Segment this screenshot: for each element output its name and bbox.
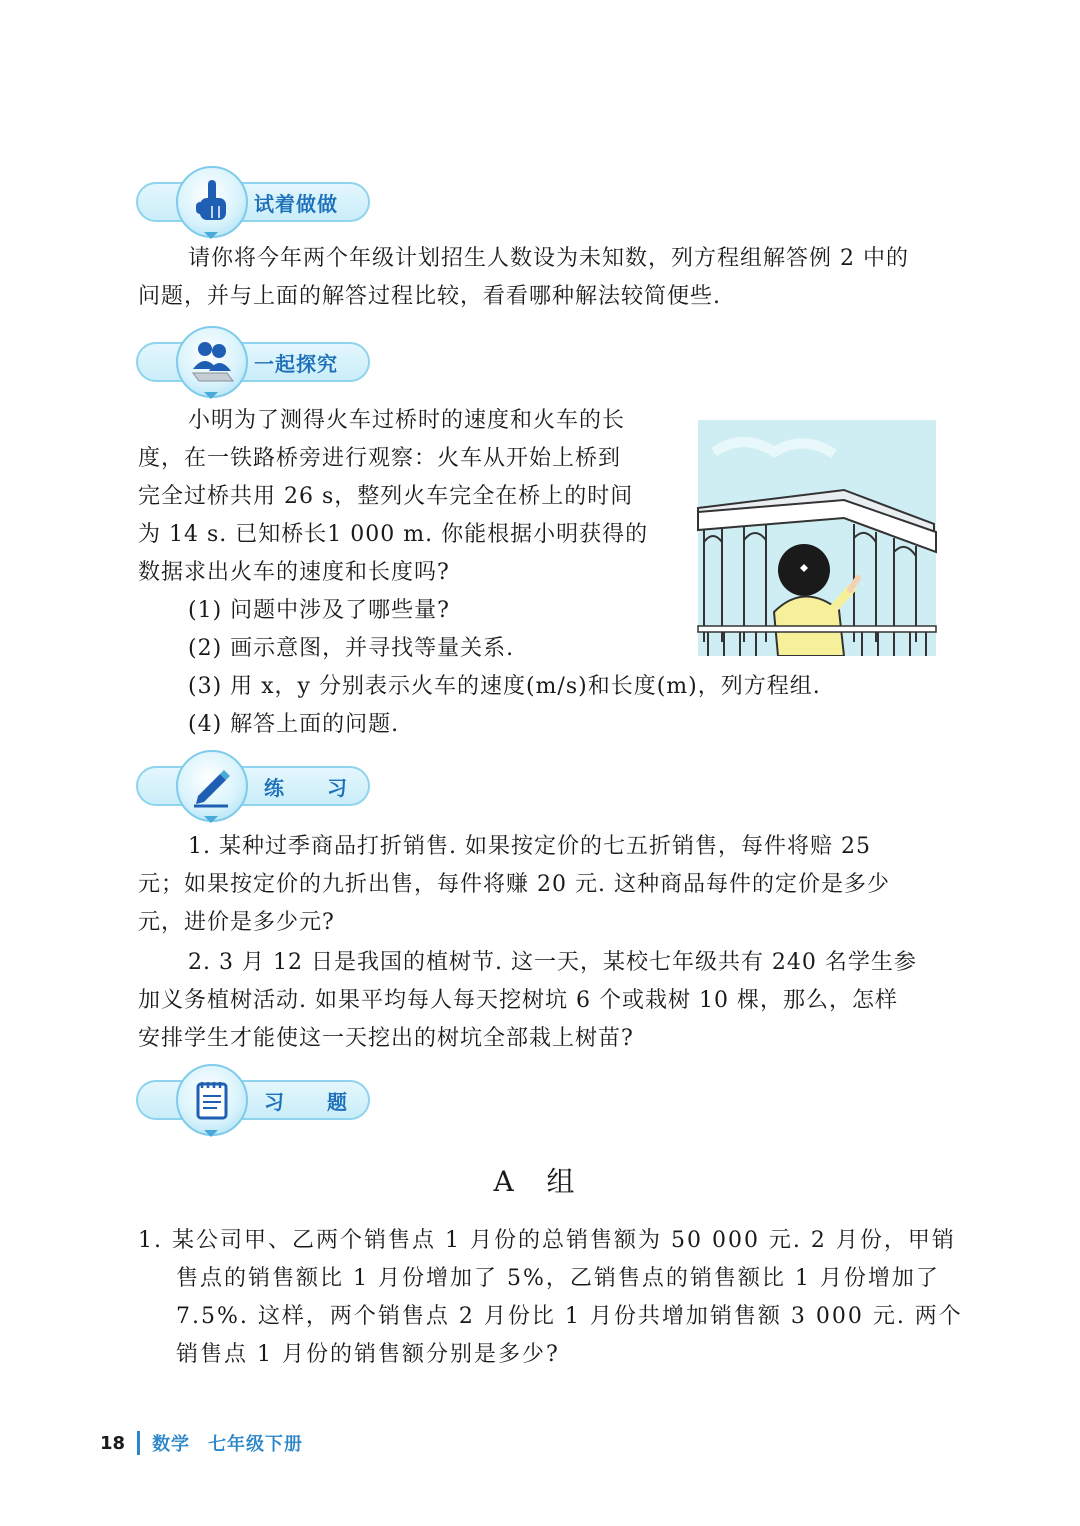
page-number: 18 [100,1432,126,1454]
section-banner-explore [136,326,372,408]
try-paragraph-line-2: 问题，并与上面的解答过程比较，看看哪种解法较简便些. [138,284,721,309]
banner-arrow [204,816,218,823]
people-laptop-icon [176,326,248,398]
group-a-q1-line-3: 7.5%. 这样，两个销售点 2 月份比 1 月份共增加销售额 3 000 元. 两个 [176,1304,963,1329]
banner-arrow [204,392,218,399]
train-bridge-illustration [694,412,940,656]
banner-arrow [204,1130,218,1137]
footer-divider [137,1431,140,1455]
practice-1-line-3: 元，进价是多少元? [138,910,335,935]
explore-line-4: 为 14 s. 已知桥长1 000 m. 你能根据小明获得的 [138,522,649,547]
book-title: 数学 [152,1434,191,1455]
explore-line-1: 小明为了测得火车过桥时的速度和火车的长 [188,408,626,433]
banner-arrow [204,232,218,239]
section-banner-try [136,166,372,248]
practice-2-line-2: 加义务植树活动. 如果平均每人每天挖树坑 6 个或栽树 10 棵，那么，怎样 [138,988,898,1013]
page-footer [100,1430,303,1456]
section-title-explore: 一起探究 [254,352,338,376]
section-title-try: 试着做做 [254,192,338,216]
group-a-title: A 组 [493,1165,587,1198]
practice-1-line-2: 元；如果按定价的九折出售，每件将赚 20 元. 这种商品每件的定价是多少 [138,872,890,897]
book-grade: 七年级下册 [208,1434,304,1455]
explore-question-1: (1) 问题中涉及了哪些量? [188,598,450,623]
group-a-q1-line-2: 售点的销售额比 1 月份增加了 5%，乙销售点的销售额比 1 月份增加了 [176,1266,940,1291]
practice-1-line-1: 1. 某种过季商品打折销售. 如果按定价的七五折销售，每件将赔 25 [188,834,871,859]
practice-2-line-1: 2. 3 月 12 日是我国的植树节. 这一天，某校七年级共有 240 名学生参 [188,950,917,975]
group-a-q1-line-4: 销售点 1 月份的销售额分别是多少? [176,1342,560,1367]
explore-question-3: (3) 用 x，y 分别表示火车的速度(m/s)和长度(m)，列方程组. [188,674,821,699]
explore-line-5: 数据求出火车的速度和长度吗? [138,560,450,585]
explore-line-2: 度，在一铁路桥旁进行观察：火车从开始上桥到 [138,446,622,471]
section-title-practice: 练 习 [264,776,365,800]
try-paragraph-line-1: 请你将今年两个年级计划招生人数设为未知数，列方程组解答例 2 中的 [188,246,909,271]
explore-line-3: 完全过桥共用 26 s，整列火车完全在桥上的时间 [138,484,634,509]
group-a-q1-line-1: 1. 某公司甲、乙两个销售点 1 月份的总销售额为 50 000 元. 2 月份，甲销 [138,1228,956,1253]
section-banner-practice [136,750,372,832]
pencil-icon [176,750,248,822]
section-banner-exercises [136,1064,372,1146]
explore-question-2: (2) 画示意图，并寻找等量关系. [188,636,515,661]
finger-icon [176,166,248,238]
explore-question-4: (4) 解答上面的问题. [188,712,400,737]
practice-2-line-3: 安排学生才能使这一天挖出的树坑全部栽上树苗? [138,1026,634,1051]
section-title-exercises: 习 题 [264,1090,365,1114]
notepad-icon [176,1064,248,1136]
